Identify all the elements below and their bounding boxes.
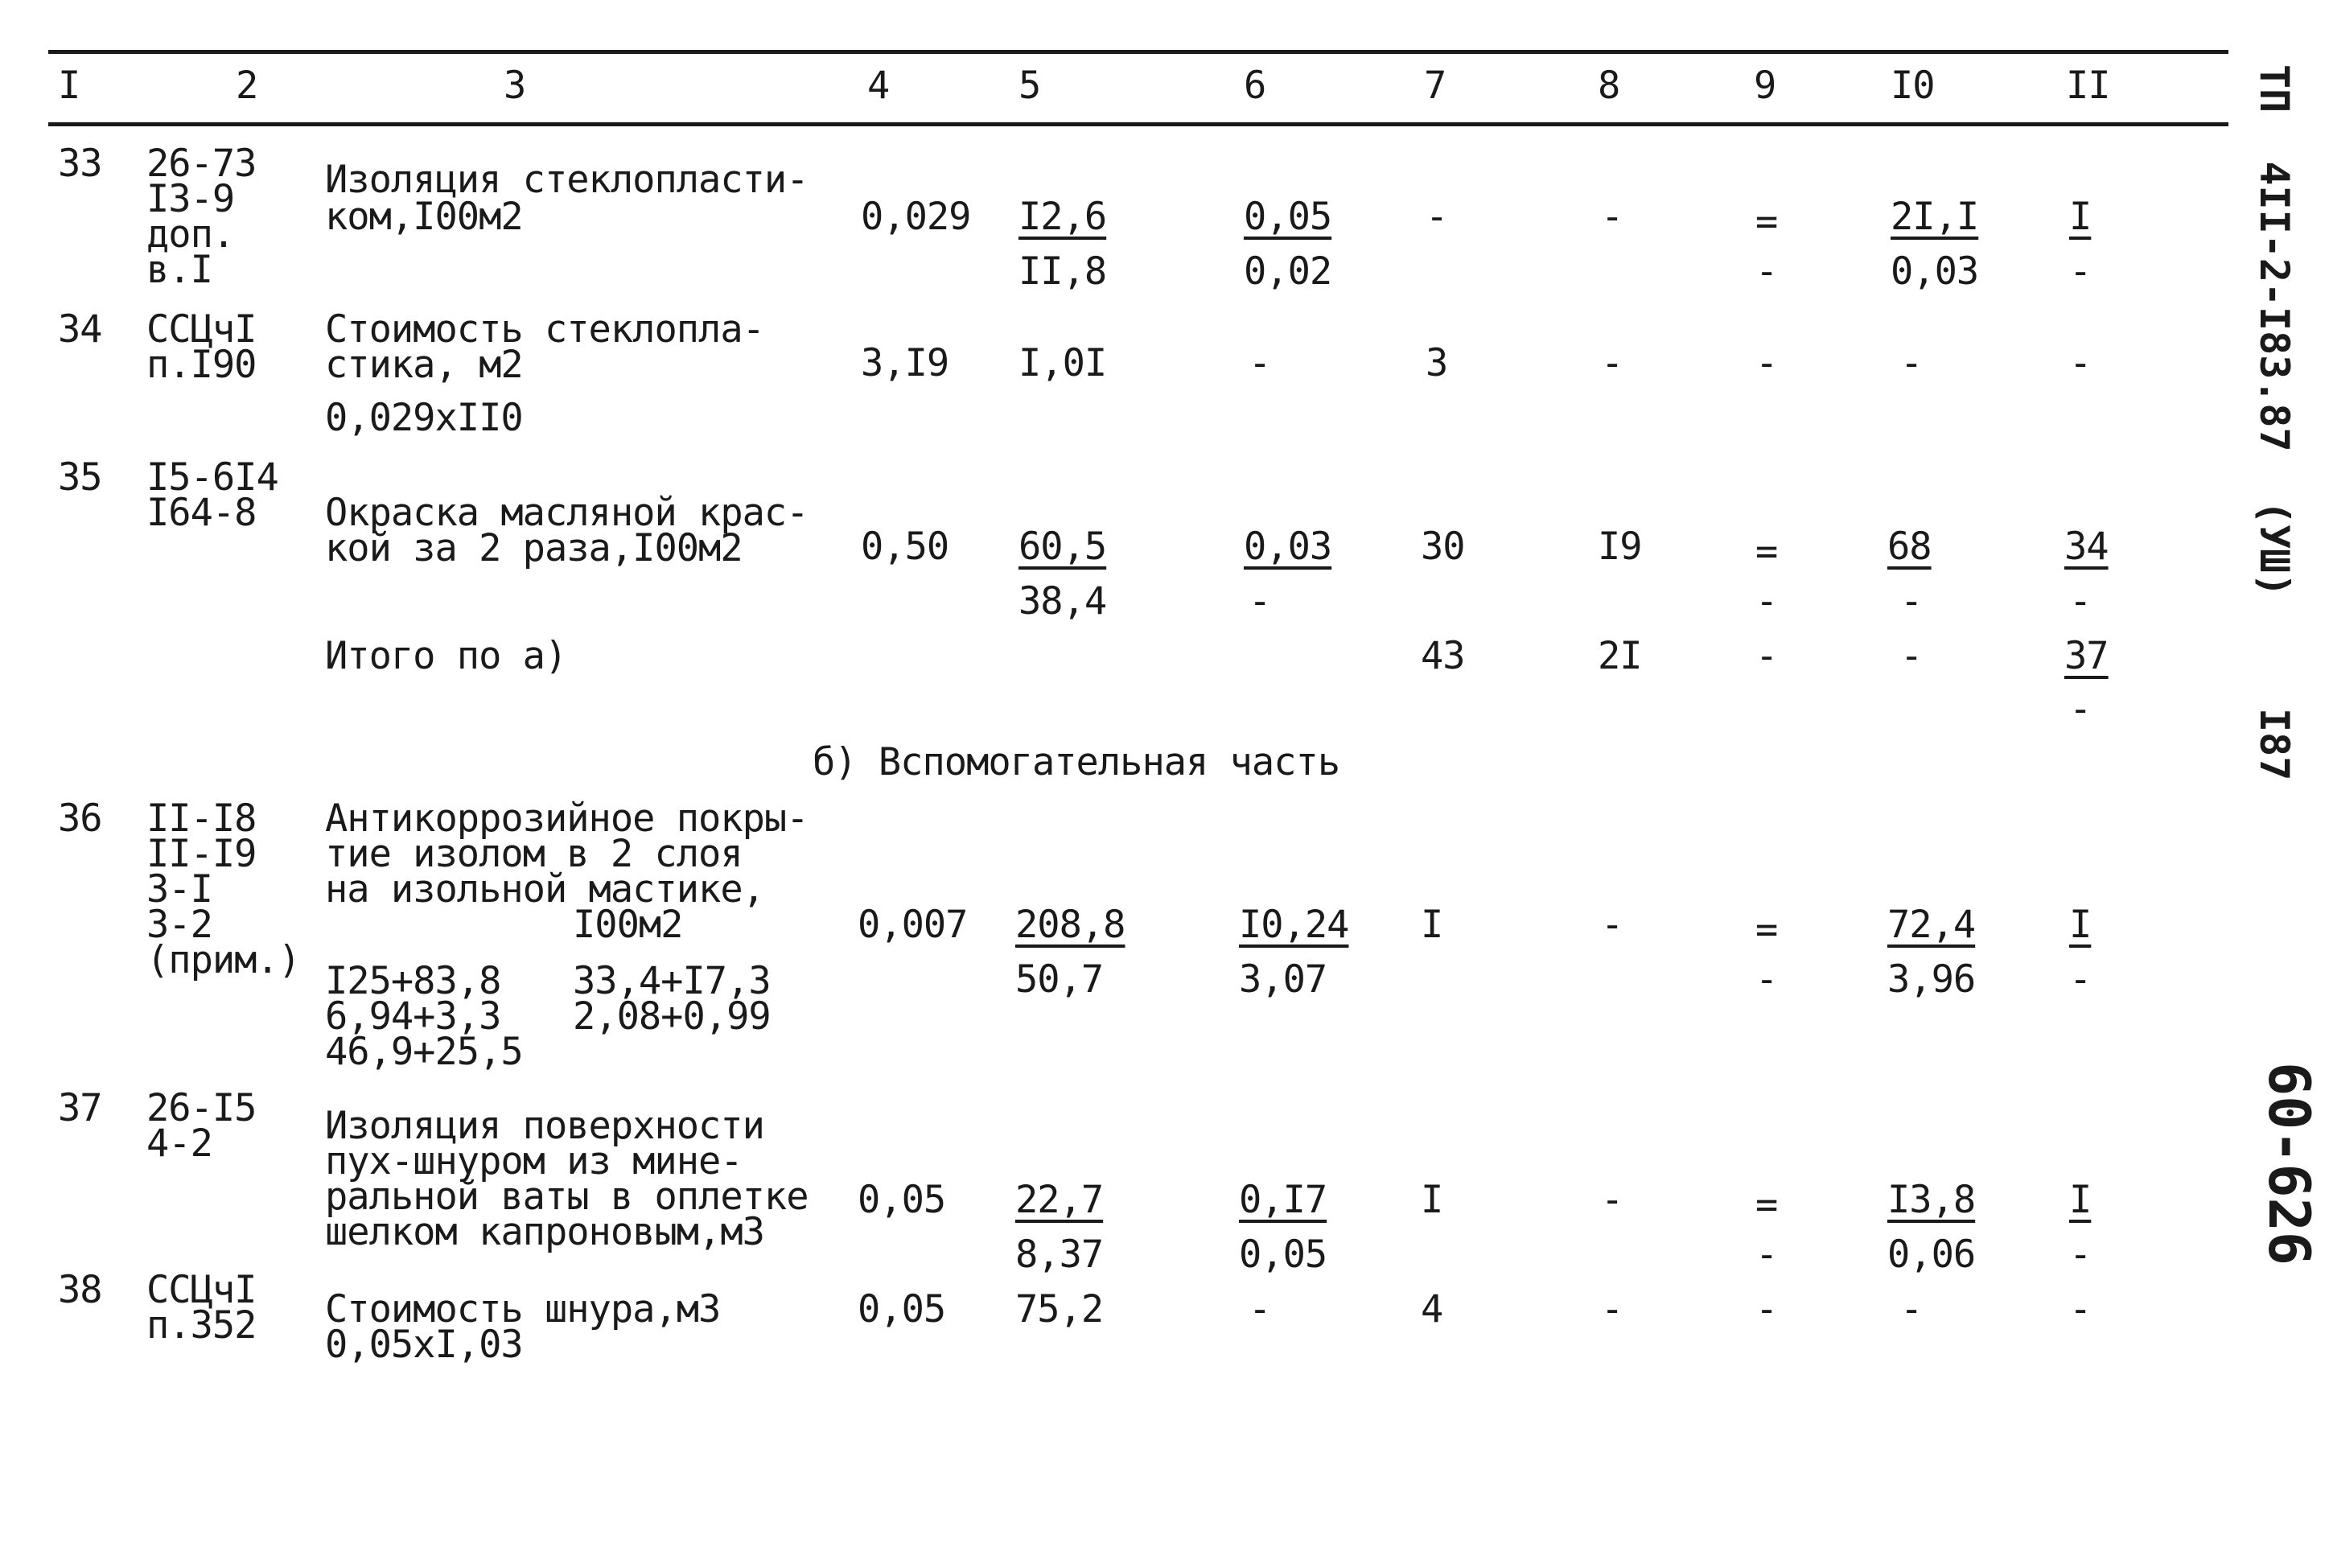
- row-33-code-3: доп.: [146, 212, 235, 257]
- total-a-col10: -: [1900, 634, 1923, 678]
- row-38-desc-2: 0,05xI,03: [325, 1323, 523, 1367]
- row-37-col8: -: [1601, 1178, 1623, 1222]
- row-35-code-1: I5-6I4: [146, 455, 278, 500]
- row-37-code-2: 4-2: [146, 1121, 212, 1166]
- row-37-col9-top: =: [1755, 1183, 1778, 1227]
- row-37-col5-top: 22,7: [1015, 1178, 1104, 1222]
- row-34-col11: -: [2069, 341, 2092, 385]
- row-38-quantity: 0,05: [858, 1287, 946, 1331]
- row-37-number: 37: [58, 1086, 102, 1130]
- row-34-col7: 3: [1426, 341, 1448, 385]
- row-36-col9-bottom: -: [1755, 957, 1778, 1002]
- top-rule: [48, 50, 2228, 54]
- row-36-desc-4: I00м2: [573, 903, 683, 947]
- row-36-number: 36: [58, 796, 102, 841]
- row-35-col6-top: 0,03: [1244, 525, 1332, 569]
- row-36-code-3: 3-I: [146, 867, 212, 912]
- side-sheet-number: 60-626: [2256, 1062, 2322, 1266]
- column-header-1: I: [58, 64, 80, 108]
- section-b-title: б) Вспомогательная часть: [813, 740, 1340, 784]
- row-35-col5-top: 60,5: [1018, 525, 1107, 569]
- row-34-code-2: п.I90: [146, 343, 257, 387]
- column-header-2: 2: [236, 64, 258, 108]
- row-38-col6: -: [1249, 1287, 1271, 1331]
- row-35-col11-bottom: -: [2069, 579, 2092, 623]
- row-34-col10: -: [1900, 341, 1923, 385]
- row-36-col10-bottom: 3,96: [1887, 957, 1976, 1002]
- row-36-col5-top: 208,8: [1015, 903, 1125, 947]
- row-36-desc-2: тие изолом в 2 слоя: [325, 832, 743, 876]
- row-33-col8: -: [1601, 195, 1623, 239]
- row-35-col9-top: =: [1755, 529, 1778, 574]
- column-header-4: 4: [867, 64, 890, 108]
- row-36-col11-top: I: [2069, 903, 2092, 947]
- total-a-col9: -: [1755, 634, 1778, 678]
- row-33-col10-top: 2I,I: [1891, 195, 1979, 239]
- header-bottom-rule: [48, 122, 2228, 126]
- row-38-col9: -: [1755, 1287, 1778, 1331]
- row-33-col6-top: 0,05: [1244, 195, 1332, 239]
- row-38-desc-1: Стоимость шнура,м3: [325, 1287, 721, 1331]
- row-33-col11-top: I: [2069, 195, 2092, 239]
- row-34-quantity: 3,I9: [861, 341, 949, 385]
- row-38-col10: -: [1900, 1287, 1923, 1331]
- row-35-col6-bottom: -: [1249, 579, 1271, 623]
- row-35-col10-top: 68: [1887, 525, 1932, 569]
- row-36-code-4: 3-2: [146, 903, 212, 947]
- row-36-calc-2: 6,94+3,3: [325, 994, 501, 1039]
- row-37-desc-1: Изоляция поверхности: [325, 1104, 764, 1148]
- row-33-code-1: 26-73: [146, 142, 257, 186]
- row-37-desc-4: шелком капроновым,м3: [325, 1210, 764, 1254]
- row-35-col9-bottom: -: [1755, 579, 1778, 623]
- row-36-col6-bottom: 3,07: [1239, 957, 1327, 1002]
- row-33-col11-bottom: -: [2069, 249, 2092, 294]
- row-33-col5-bottom: II,8: [1018, 249, 1107, 294]
- row-36-desc-3: на изольной мастике,: [325, 867, 764, 912]
- row-37-quantity: 0,05: [858, 1178, 946, 1222]
- row-36-col7: I: [1421, 903, 1443, 947]
- row-37-col10-top: I3,8: [1887, 1178, 1976, 1222]
- row-36-calc-3: 46,9+25,5: [325, 1030, 523, 1074]
- row-38-col11: -: [2069, 1287, 2092, 1331]
- row-38-number: 38: [58, 1268, 102, 1312]
- row-34-col8: -: [1601, 341, 1623, 385]
- row-33-number: 33: [58, 142, 102, 186]
- row-33-col10-bottom: 0,03: [1891, 249, 1979, 294]
- row-35-col11-top: 34: [2064, 525, 2109, 569]
- row-36-col5-bottom: 50,7: [1015, 957, 1104, 1002]
- column-header-7: 7: [1424, 64, 1446, 108]
- row-37-col7: I: [1421, 1178, 1443, 1222]
- total-a-label: Итого по а): [325, 634, 567, 678]
- row-35-desc-2: кой за 2 раза,I00м2: [325, 526, 743, 570]
- row-37-desc-3: ральной ваты в оплетке: [325, 1175, 809, 1219]
- column-header-3: 3: [504, 64, 526, 108]
- row-37-col11-top: I: [2069, 1178, 2092, 1222]
- row-35-code-2: I64-8: [146, 491, 257, 535]
- row-33-col7: -: [1426, 195, 1448, 239]
- row-36-code-2: II-I9: [146, 832, 257, 876]
- row-36-col11-bottom: -: [2069, 957, 2092, 1002]
- row-38-code-2: п.352: [146, 1303, 257, 1348]
- row-36-code-5: (прим.): [146, 938, 301, 982]
- row-37-col10-bottom: 0,06: [1887, 1233, 1976, 1277]
- column-header-10: I0: [1891, 64, 1935, 108]
- row-36-code-1: II-I8: [146, 796, 257, 841]
- row-34-col5: I,0I: [1018, 341, 1107, 385]
- row-36-quantity: 0,007: [858, 903, 968, 947]
- row-38-col8: -: [1601, 1287, 1623, 1331]
- row-36-col8: -: [1601, 903, 1623, 947]
- row-37-col6-bottom: 0,05: [1239, 1233, 1327, 1277]
- row-35-number: 35: [58, 455, 102, 500]
- row-36-desc-1: Антикоррозийное покры-: [325, 796, 809, 841]
- row-33-col9-top: =: [1755, 200, 1778, 244]
- row-38-col7: 4: [1421, 1287, 1443, 1331]
- row-34-desc-3: 0,029xII0: [325, 396, 523, 440]
- row-34-desc-1: Стоимость стеклопла-: [325, 307, 764, 352]
- row-33-col6-bottom: 0,02: [1244, 249, 1332, 294]
- row-34-col6: -: [1249, 341, 1271, 385]
- total-a-col11-bottom: -: [2069, 687, 2092, 731]
- row-33-col9-bottom: -: [1755, 249, 1778, 294]
- column-header-8: 8: [1598, 64, 1620, 108]
- row-37-col5-bottom: 8,37: [1015, 1233, 1104, 1277]
- row-36-calc-5: 2,08+0,99: [573, 994, 771, 1039]
- row-35-col10-bottom: -: [1900, 579, 1923, 623]
- total-a-col11-top: 37: [2064, 634, 2109, 678]
- row-33-col5-top: I2,6: [1018, 195, 1107, 239]
- row-34-col9: -: [1755, 341, 1778, 385]
- row-37-col11-bottom: -: [2069, 1233, 2092, 1277]
- row-33-desc-2: ком,I00м2: [325, 195, 523, 239]
- row-35-desc-1: Окраска масляной крас-: [325, 491, 809, 535]
- row-33-desc-1: Изоляция стеклопласти-: [325, 158, 809, 202]
- column-header-5: 5: [1018, 64, 1041, 108]
- column-header-11: II: [2066, 64, 2110, 108]
- column-header-9: 9: [1754, 64, 1776, 108]
- side-page-number: I87: [2251, 708, 2298, 781]
- row-35-col5-bottom: 38,4: [1018, 579, 1107, 623]
- row-35-quantity: 0,50: [861, 525, 949, 569]
- column-header-6: 6: [1244, 64, 1266, 108]
- row-38-code-1: ССЦчI: [146, 1268, 257, 1312]
- row-36-col10-top: 72,4: [1887, 903, 1976, 947]
- row-37-col6-top: 0,I7: [1239, 1178, 1327, 1222]
- row-35-col8: I9: [1598, 525, 1642, 569]
- total-a-col8: 2I: [1598, 634, 1642, 678]
- row-36-col6-top: I0,24: [1239, 903, 1349, 947]
- row-37-code-1: 26-I5: [146, 1086, 257, 1130]
- row-38-col5: 75,2: [1015, 1287, 1104, 1331]
- side-document-code: ТП 4II-2-I83.87 (УШ): [2251, 64, 2298, 598]
- row-37-col9-bottom: -: [1755, 1233, 1778, 1277]
- row-33-code-2: I3-9: [146, 177, 235, 221]
- row-36-calc-1: I25+83,8: [325, 959, 501, 1003]
- row-33-code-4: в.I: [146, 248, 212, 292]
- row-36-calc-4: 33,4+I7,3: [573, 959, 771, 1003]
- total-a-col7: 43: [1421, 634, 1465, 678]
- row-34-desc-2: стика, м2: [325, 343, 523, 387]
- row-34-code-1: ССЦчI: [146, 307, 257, 352]
- row-33-quantity: 0,029: [861, 195, 971, 239]
- row-35-col7: 30: [1421, 525, 1465, 569]
- row-37-desc-2: пух-шнуром из мине-: [325, 1139, 743, 1183]
- row-36-col9-top: =: [1755, 907, 1778, 952]
- row-34-number: 34: [58, 307, 102, 352]
